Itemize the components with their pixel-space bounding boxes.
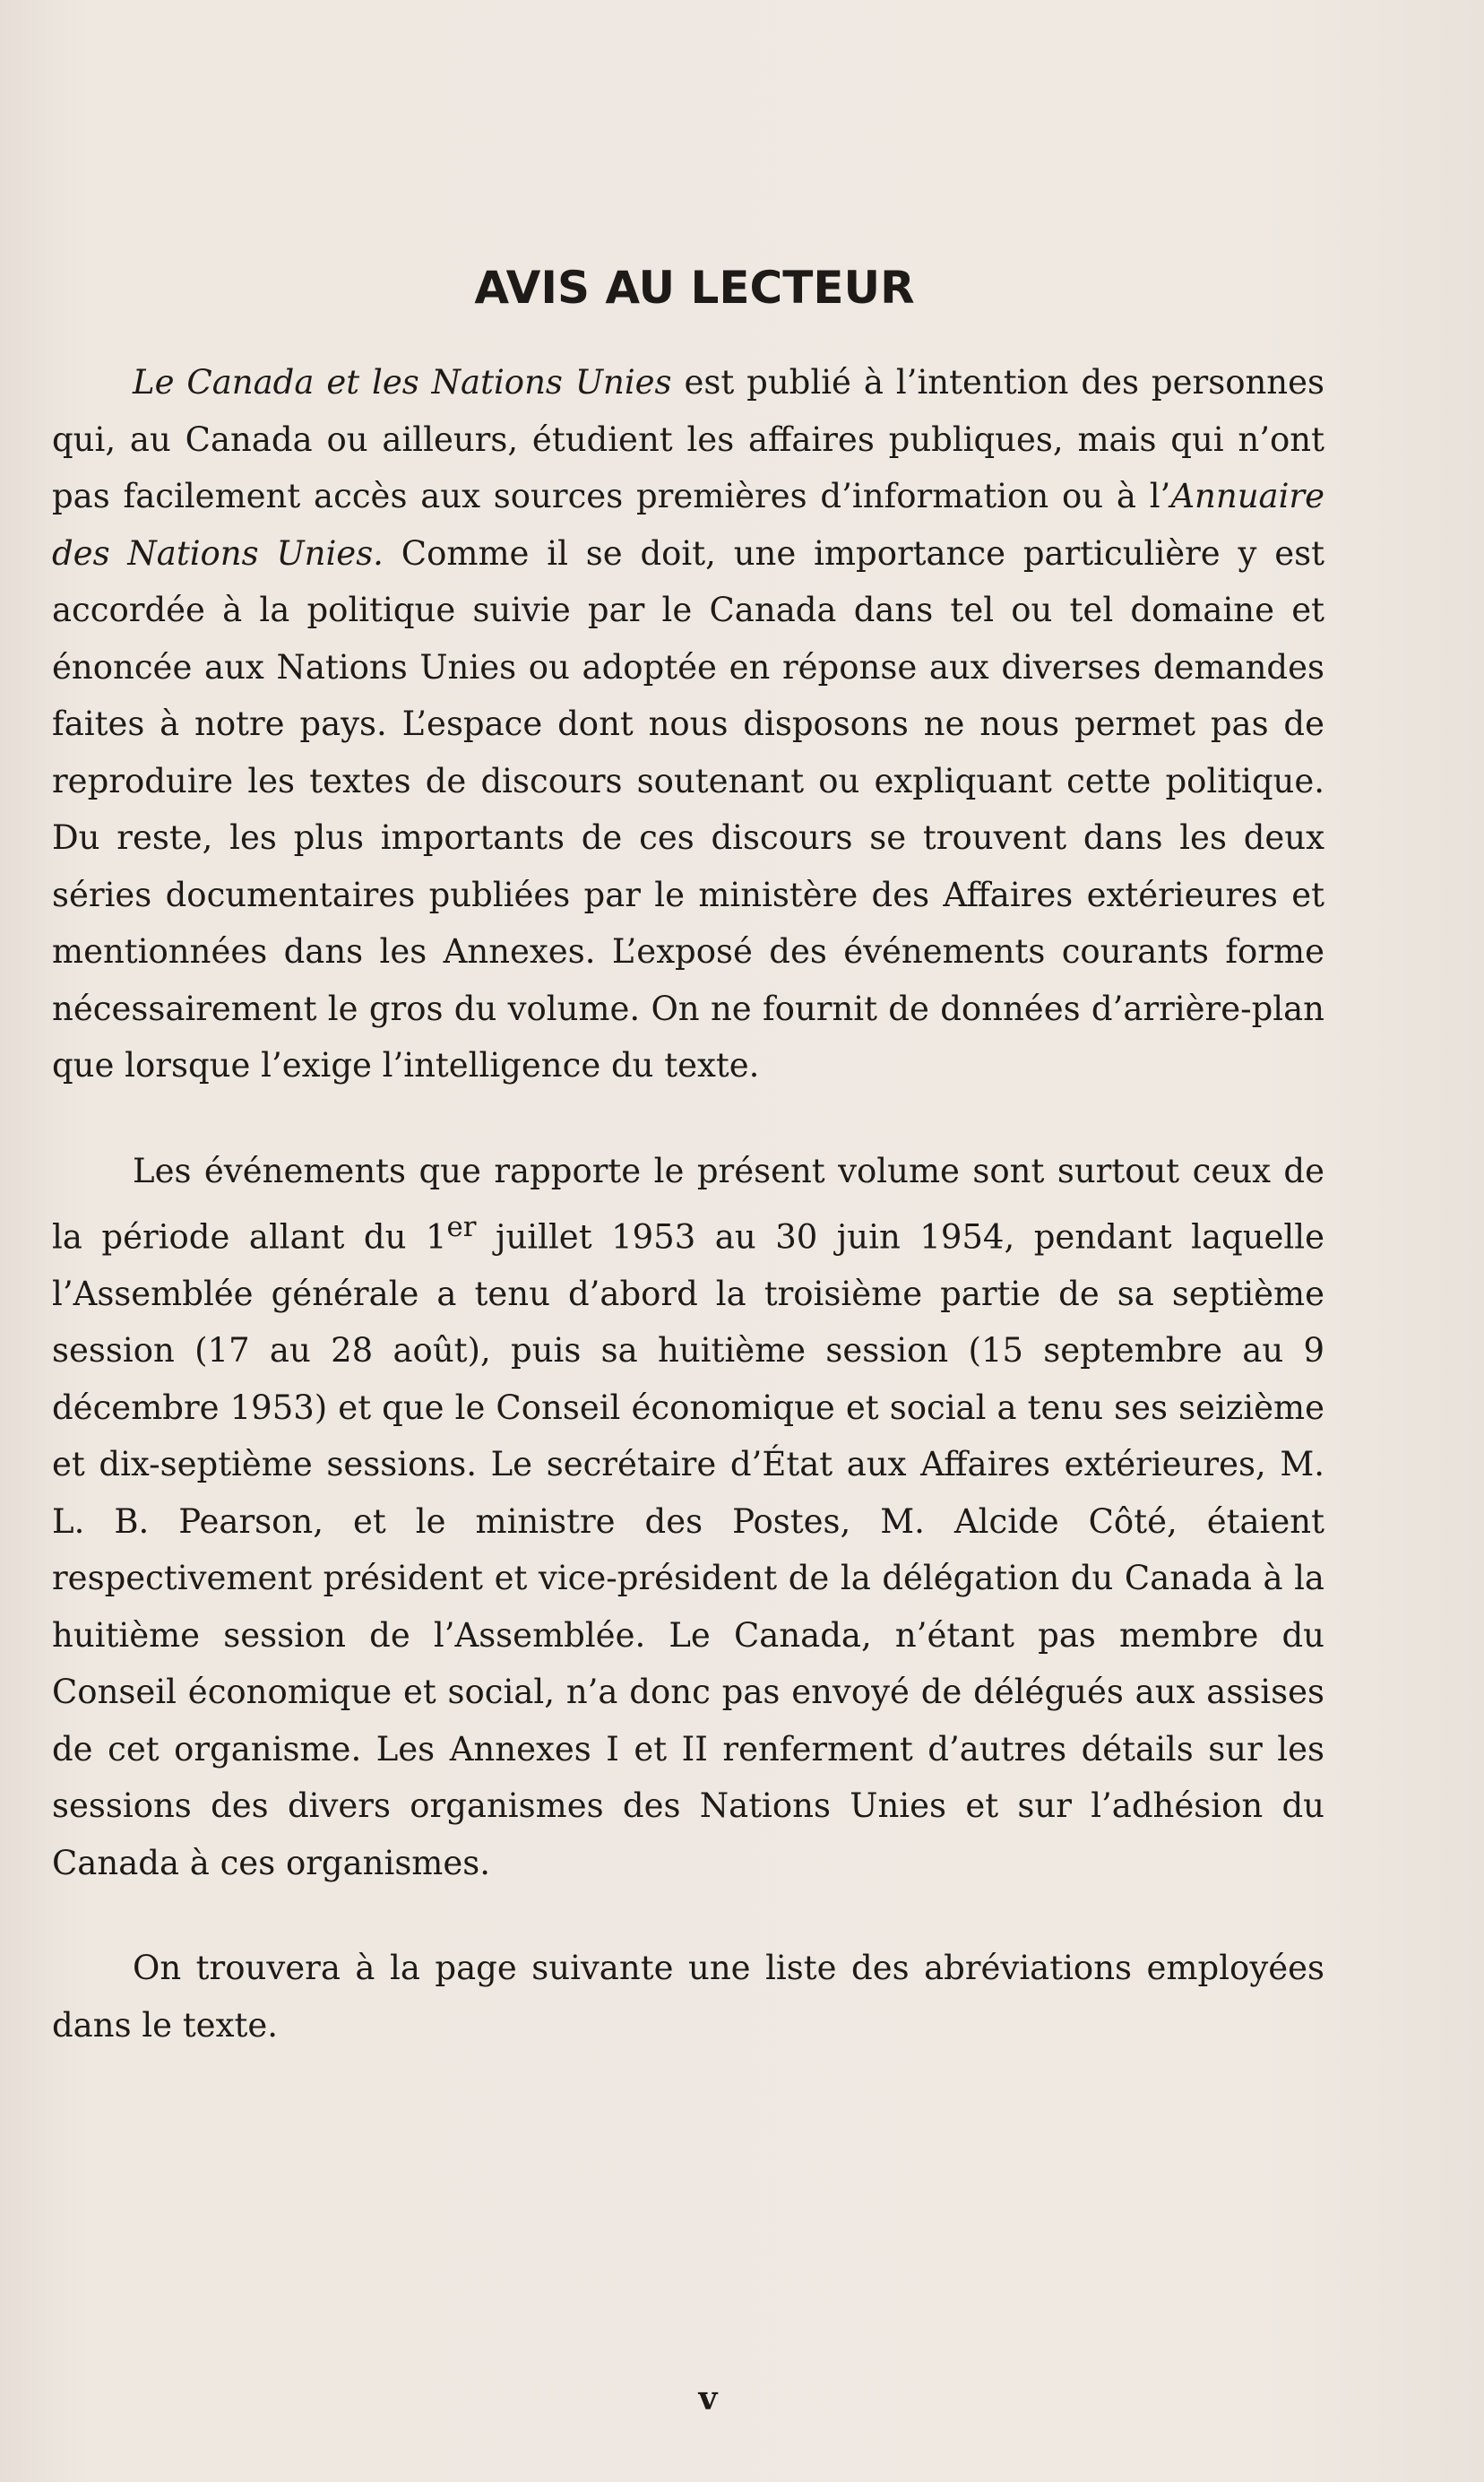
- segment: est publié à l’intention des personnes qui, au Canada ou ailleurs, étudient les affaires publiques, mais qui n’ont pas facilement accès aux sources premières d’information ou à l’: [52, 363, 1325, 515]
- segment: On trouvera à la page suivante une liste des abréviations employées dans le texte.: [52, 1949, 1324, 2045]
- segment: juillet 1953 au 30 juin 1954, pendant laquelle l’Assemblée générale a tenu d’abord la troisième partie de sa septième session (17 au 28 août), puis sa huitième session (15 septembre au 9 décembre 1953) et que le Conseil économique et social a tenu ses seizième et dix-septième sessions. Le secrétaire d’État aux Affaires extérieures, M. L. B. Pearson, et le ministre des Postes, M. Alcide Côté, étaient respectivement président et vice-président de la délégation du Canada à la huitième session de l’Assemblée. Le Canada, n’étant pas membre du Conseil économique et social, n’a donc pas envoyé de délégués aux assises de cet organisme. Les Annexes I et II renferment d’autres détails sur les sessions des divers organismes des Nations Unies et sur l’adhésion du Canada à ces organismes.: [52, 1217, 1324, 1882]
- paragraph-3: [52, 1940, 1324, 2054]
- body-text: [52, 354, 1324, 2102]
- page-title: AVIS AU LECTEUR: [474, 262, 915, 314]
- paragraph-1: [52, 354, 1324, 1094]
- paragraph-2: [52, 1143, 1324, 1892]
- superscript: er: [446, 1211, 477, 1243]
- segment: Annuaire des Nations Unies.: [52, 477, 1324, 573]
- segment: Les événements que rapporte le présent volume sont surtout ceux de la période allant du 1: [52, 1151, 1324, 1257]
- segment: Comme il se doit, une importance particulière y est accordée à la politique suivie par le Canada dans tel ou tel domaine et énoncée aux Nations Unies ou adoptée en réponse aux diverses demandes faites à notre pays. L’espace dont nous disposons ne nous permet pas de reproduire les textes de discours soutenant ou expliquant cette politique. Du reste, les plus importants de ces discours se trouvent dans les deux séries documentaires publiées par le ministère des Affaires extérieures et mentionnées dans les Annexes. L’exposé des événements courants forme nécessairement le gros du volume. On ne fournit de données d’arrière-plan que lorsque l’exige l’intelligence du texte.: [52, 533, 1325, 1085]
- segment: Le Canada et les Nations Unies: [133, 363, 672, 402]
- page-number: v: [698, 2380, 718, 2417]
